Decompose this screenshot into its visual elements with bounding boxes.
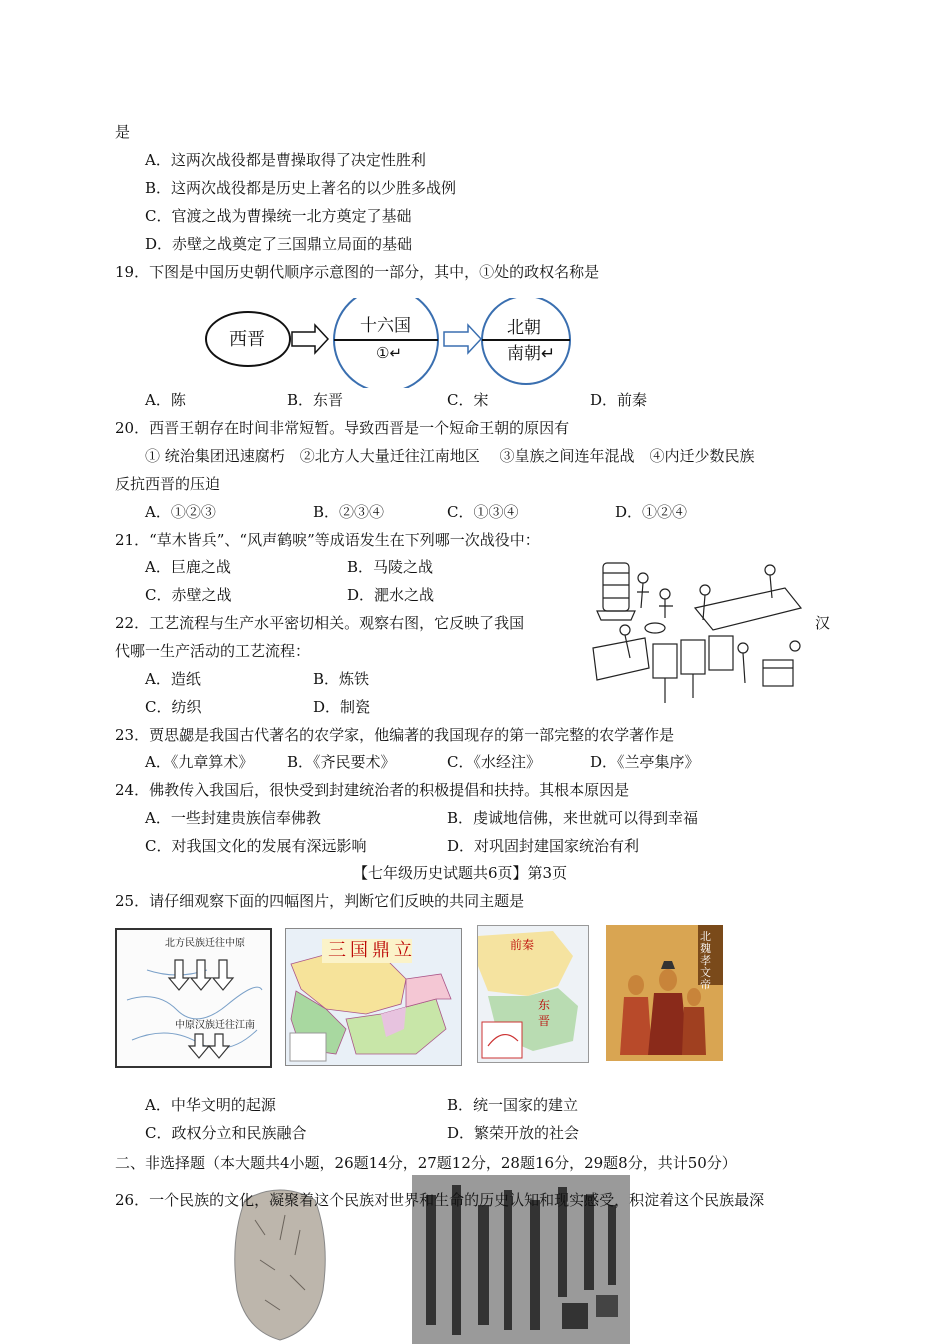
qin-label-1: 前 <box>510 938 523 952</box>
q20-statements-cont: 反抗西晋的压迫 <box>115 475 221 493</box>
q25-option-b: B．统一国家的建立 <box>447 1096 579 1114</box>
papermaking-process-illustration <box>585 548 807 708</box>
q22-stem-cont: 代哪一生产活动的工艺流程： <box>115 642 311 660</box>
jin-label-2: 晋 <box>538 1014 551 1028</box>
q20-option-d: D．①②④ <box>615 503 688 521</box>
q24-option-b: B．虔诚地信佛，来世就可以得到幸福 <box>447 809 699 827</box>
q22-option-b: B．炼铁 <box>313 670 370 688</box>
q19-option-c: C．宋 <box>447 391 489 409</box>
q23-option-a: A．《九章算术》 <box>145 753 254 771</box>
migration-map-label-south: 中原汉族迁往江南 <box>175 1020 255 1031</box>
q25-option-c: C．政权分立和民族融合 <box>145 1124 307 1142</box>
qin-label-2: 秦 <box>522 938 535 952</box>
q21-option-b: B．马陵之战 <box>347 558 434 576</box>
migration-map-label-north: 北方民族迁往中原 <box>165 938 245 949</box>
q18-option-d: D．赤壁之战奠定了三国鼎立局面的基础 <box>145 235 413 253</box>
q21-option-d: D．淝水之战 <box>347 586 435 604</box>
q21-option-c: C．赤壁之战 <box>145 586 232 604</box>
q20-statements: ① 统治集团迅速腐朽 ②北方人大量迁往江南地区 ③皇族之间连年混战 ④内迁少数民族 <box>145 447 755 465</box>
q24-stem: 24．佛教传入我国后，很快受到封建统治者的积极提倡和扶持。其根本原因是 <box>115 781 630 799</box>
qin-jin-map-image <box>477 925 589 1063</box>
page-footer: 【七年级历史试题共6页】第3页 <box>353 864 568 882</box>
diagram-node-southern-dynasties: 南朝↵ <box>507 344 556 364</box>
arrow-right-icon <box>444 325 481 353</box>
q24-option-a: A．一些封建贵族信奉佛教 <box>145 809 321 827</box>
q23-option-b: B．《齐民要术》 <box>287 753 396 771</box>
q22-stem: 22．工艺流程与生产水平密切相关。观察右图，它反映了我国 <box>115 614 525 632</box>
migration-map-image <box>115 928 272 1068</box>
q23-option-c: C．《水经注》 <box>447 753 541 771</box>
q22-stem-dynasty: 汉 <box>815 614 831 632</box>
three-kingdoms-map-image <box>285 928 462 1066</box>
emperor-xiaowen-title: 北魏孝文帝 <box>700 930 711 991</box>
q20-option-a: A．①②③ <box>145 503 216 521</box>
q22-option-a: A．造纸 <box>145 670 201 688</box>
diagram-node-blank: ①↵ <box>376 344 403 362</box>
q24-option-c: C．对我国文化的发展有深远影响 <box>145 837 367 855</box>
q20-stem: 20．西晋王朝存在时间非常短暂。导致西晋是一个短命王朝的原因有 <box>115 419 570 437</box>
q25-stem: 25．请仔细观察下面的四幅图片，判断它们反映的共同主题是 <box>115 892 525 910</box>
q18-option-a: A．这两次战役都是曹操取得了决定性胜利 <box>145 151 426 169</box>
arrow-right-icon <box>292 325 328 353</box>
q25-option-a: A．中华文明的起源 <box>145 1096 276 1114</box>
q18-option-c: C．官渡之战为曹操统一北方奠定了基础 <box>145 207 412 225</box>
q20-option-b: B．②③④ <box>313 503 385 521</box>
q22-option-c: C．纺织 <box>145 698 202 716</box>
diagram-node-sixteen-kingdoms: 十六国 <box>360 316 411 336</box>
jin-label-1: 东 <box>538 998 551 1012</box>
three-kingdoms-title: 三国鼎立 <box>328 940 416 961</box>
q19-option-a: A．陈 <box>145 391 186 409</box>
q23-option-d: D．《兰亭集序》 <box>590 753 700 771</box>
diagram-node-northern-dynasties: 北朝 <box>507 318 541 338</box>
q21-stem: 21．“草木皆兵”、“风声鹤唳”等成语发生在下列哪一次战役中： <box>115 531 540 549</box>
q22-option-d: D．制瓷 <box>313 698 371 716</box>
emperor-xiaowen-image <box>606 925 723 1061</box>
q23-stem: 23．贾思勰是我国古代著名的农学家，他编著的我国现存的第一部完整的农学著作是 <box>115 726 675 744</box>
diagram-node-western-jin: 西晋 <box>229 329 265 350</box>
q19-stem: 19．下图是中国历史朝代顺序示意图的一部分，其中，①处的政权名称是 <box>115 263 600 281</box>
section-two-heading: 二、非选择题（本大题共4小题，26题14分，27题12分，28题16分，29题8分，共计50分） <box>115 1154 737 1172</box>
q19-option-b: B．东晋 <box>287 391 344 409</box>
q18-stem-tail: 是 <box>115 123 131 141</box>
q25-option-d: D．繁荣开放的社会 <box>447 1124 580 1142</box>
q20-option-c: C．①③④ <box>447 503 519 521</box>
q21-option-a: A．巨鹿之战 <box>145 558 231 576</box>
q18-option-b: B．这两次战役都是历史上著名的以少胜多战例 <box>145 179 457 197</box>
q24-option-d: D．对巩固封建国家统治有利 <box>447 837 640 855</box>
q19-option-d: D．前秦 <box>590 391 648 409</box>
q26-stem: 26．一个民族的文化，凝聚着这个民族对世界和生命的历史认知和现实感受，积淀着这个民族最深 <box>115 1191 765 1209</box>
